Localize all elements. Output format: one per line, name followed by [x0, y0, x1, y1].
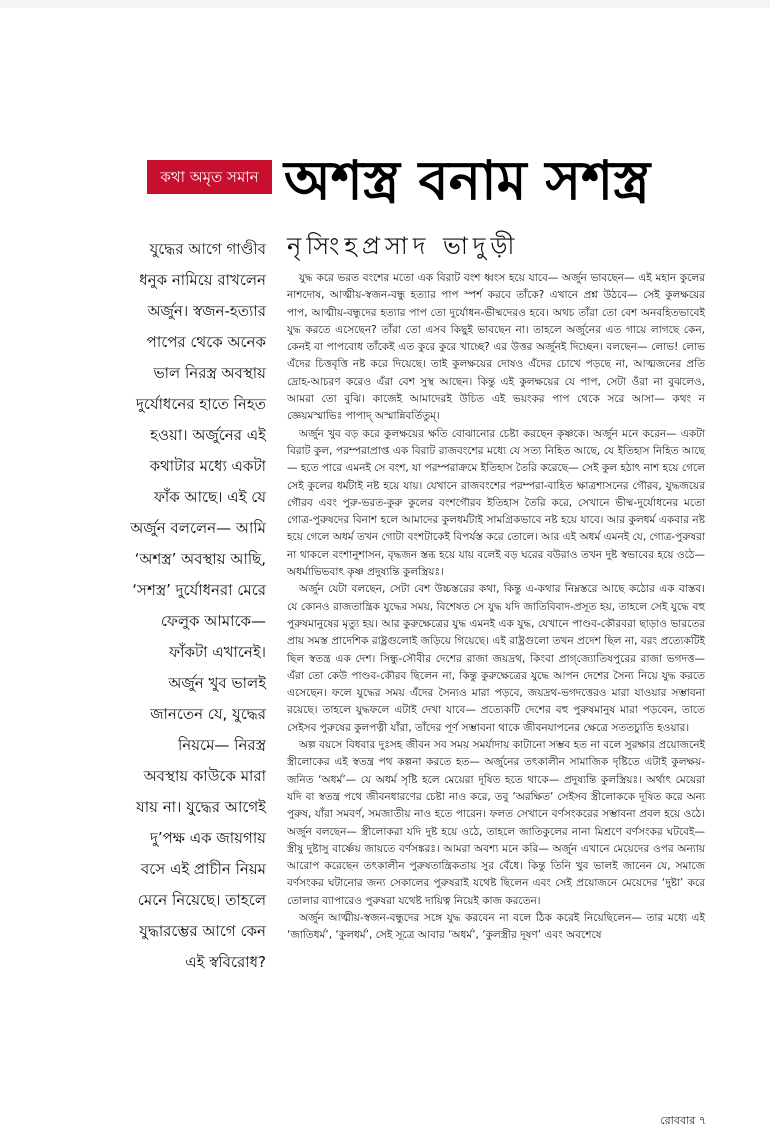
page-footer: রোববার ৭ — [660, 1114, 706, 1127]
body-paragraph: অর্জুন আত্মীয়-স্বজন-বন্ধুদের সঙ্গে যুদ্ধ করবেন না বলে ঠিক করেই নিয়েছিলেন— তার মধ্যে এই ‘জাতিধর্ম’, ‘কুলধর্ম’, সেই সূত্রে আবার ‘অধর্ম’, ‘কুলস্ত্রীর দূষণ’ এবং অবশেষে — [287, 911, 705, 942]
article-body — [287, 270, 705, 1100]
body-paragraph: অর্জুন যেটা বলছেন, সেটা বেশ উচ্চস্তরের কথা, কিন্তু এ-কথার নিম্নস্তরে আছে কঠোর এক বাস্তব। যে কোনও রাজতান্ত্রিক যুদ্ধের সময়, বিশেষত সে যুদ্ধ যদি জাতিবিবাদ-প্রসূত হয়, তাহলে সেই যুদ্ধে বহু পুরুষমানুষের মৃত্যু হয়। আর কুরুক্ষেত্রের যুদ্ধ এমনই এক যুদ্ধ, যেখানে পাণ্ডব-কৌরবরা ছাড়াও ভারতের প্রায় সমস্ত প্রাদেশিক রাষ্ট্রগুলোই জড়িয়ে গিয়েছে। এই রাষ্ট্রগুলো তখন প্রদেশ ছিল না, বরং প্রত্যেকটিই ছিল স্বতন্ত্র এক দেশ। সিন্ধু-সৌবীর দেশের রাজা জয়দ্রথ, কিংবা প্রাগ্‌জ্যোতিষপুরের রাজা ভগদত্ত— এঁরা তো কেউ পাণ্ডব-কৌরব ছিলেন না, কিন্তু কুরুক্ষেত্রের যুদ্ধে আপন দেশের সৈন্য নিয়ে যুদ্ধ করতে এসেছেন। ফলে যুদ্ধের সময় এঁদের সৈন্যও মারা পড়বে, জয়দ্রথ-ভগদত্তেরও মারা যাওয়ার সম্ভাবনা রয়েছে। তাহলে যুদ্ধফলে এটাই দেখা যাবে— প্রত্যেকটি দেশের বহু পুরুষমানুষ মারা পড়বেন, তাতে সেইসব পুরুষের কুলপত্নী যাঁরা, তাঁদের পূর্ণ সম্ভাবনা থাকে জীবনযাপনের ক্ষেত্রে সততচ্যুতি হওয়ার। — [287, 583, 705, 734]
headline: অশস্ত্র বনাম সশস্ত্র — [284, 149, 651, 212]
page-top-strip — [0, 0, 770, 8]
pull-quote: যুদ্ধের আগে গাণ্ডীব ধনুক নামিয়ে রাখলেন অর্জুন। স্বজন-হত্যার পাপের থেকে অনেক ভাল নিরস্ত্র অবস্থায় দুর্যোধনের হাতে নিহত হওয়া। অর্জুনের এই কথাটার মধ্যে একটা ফাঁক আছে। এই যে অর্জুন বললেন— আমি ‘অশস্ত্র’ অবস্থায় আছি, ‘সশস্ত্র’ দুর্যোধনরা মেরে ফেলুক আমাকে— ফাঁকটা এখানেই। অর্জুন খুব ভালই জানতেন যে, যুদ্ধের নিয়মে— নিরস্ত্র অবস্থায় কাউকে মারা যায় না। যুদ্ধের আগেই দু’পক্ষ এক জায়গায় বসে এই প্রাচীন নিয়ম মেনে নিয়েছে। তাহলে যুদ্ধারম্ভের আগে কেন এই স্ববিরোধ? — [130, 240, 266, 971]
body-paragraph: অর্জুন খুব বড় করে কুলক্ষয়ের ক্ষতি বোঝানোর চেষ্টা করছেন কৃষ্ণকে। অর্জুন মনে করেন— একটা বিরাট কুল, পরম্পরাপ্রাপ্ত এক বিরাট রাজবংশের মধ্যে যে সত্য নিহিত আছে, যে ইতিহাস নিহিত আছে— হতে পারে এমনই সে বংশ, যা পরম্পরাক্রমে ইতিহাস তৈরি করেছে— সেই কুল হঠাৎ নাশ হয়ে গেলে সেই কুলের ধর্মটাই নষ্ট হয়ে যায়। যেখানে রাজবংশের পরম্পরা-বাহিত ক্ষাত্রশাসনের গৌরব, যুদ্ধজয়ের গৌরব এবং পুরু-ভরত-কুরু কুলের বংশগৌরব ইতিহাস তৈরি করে, সেখানে ভীষ্ম-দুর্যোধনের মতো গোত্র-পুরুষদের বিনাশ হলে আমাদের কুলধর্মটাই সামগ্রিকভাবে নষ্ট হয়ে যাবে। আর কুলধর্ম একবার নষ্ট হয়ে গেলে অধর্ম তখন গোটা বংশটাকেই বিপর্যস্ত করে তোলে। আর এই অধর্ম এমনই যে, গোত্র-পুরুষরা না থাকলে বংশানুশাসন, বৃদ্ধজন স্তব্ধ হয়ে যায় বলেই বড় ঘরের বউরাও তখন দুষ্ট স্বভাবের হয়ে ওঠে— অধর্মাভিভবাৎ কৃষ্ণ প্রদুষ্যন্তি কুলস্ত্রিয়ঃ। — [287, 427, 705, 579]
body-paragraph: যুদ্ধ করে ভরত বংশের মতো এক বিরাট বংশ ধ্বংস হয়ে যাবে— অর্জুন ভাবছেন— এই মহান কুলের নাশদোষ, আত্মীয়-স্বজন-বন্ধু হত্যার পাপ স্পর্শ করবে তাঁকে? এখানে প্রশ্ন উঠবে— সেই কুলক্ষয়ের পাপ, আত্মীয়-বন্ধুদের হত্যার পাপ তো দুর্যোধন-ভীষ্মদেরও হবে। অথচ তাঁরা তো বেশ অনবহিতভাবেই যুদ্ধ করতে এসেছেন? তাঁরা তো এসব কিছুই ভাবছেন না। তাহলে অর্জুনের এত গায়ে লাগছে কেন, কেনই বা পাপবোধ তাঁকেই এত কুরে কুরে খাচ্ছে? এর উত্তর অর্জুনই দিচ্ছেন। বলছেন— লোভ! লোভ এঁদের চিত্তবৃত্তি নষ্ট করে দিয়েছে। তাই কুলক্ষয়ের দোষও এঁদের চোখে পড়ছে না, আত্মজনের প্রতি দ্রোহ-আচরণ করেও এঁরা বেশ সুস্থ আছেন। কিন্তু এই কুলক্ষয়ের যে পাপ, সেটা ওঁরা না বুঝলেও, আমরা তো বুঝি। কাজেই আমাদেরই উচিত এই ভয়ংকর পাপ থেকে সরে আসা— কথং ন জ্ঞেয়মস্মাভিঃ পাপাদ্ অস্মান্নিবর্তিতুম্। — [287, 272, 705, 423]
section-tag: কথা অমৃত সমান — [147, 160, 272, 194]
author-byline: নৃসিংহপ্রসাদ ভাদুড়ী — [287, 232, 520, 260]
body-paragraph: অল্প বয়সে বিধবার দুঃসহ জীবন সব সময় সমর্যাদায় কাটানো সম্ভব হত না বলে সুরক্ষার প্রয়োজনেই স্ত্রীলোকের এই স্বতন্ত্র পথ কল্পনা করতে হত— অর্জুনের তৎকালীন সামাজিক দৃষ্টিতে এটাই কুলক্ষয়-জনিত ‘অধর্ম’— যে অধর্ম সৃষ্টি হলে মেয়েরা দূষিত হতে থাকে— প্রদুষ্যন্তি কুলস্ত্রিয়ঃ। অর্থাৎ মেয়েরা যদি বা স্বতন্ত্র পথে জীবনধারণের চেষ্টা নাও করে, তবু ‘অরক্ষিত’ সেইসব স্ত্রীলোককে দূষিত করে অন্য পুরুষ, যাঁরা সমবর্ণ, সমজাতীয় নাও হতে পারেন। ফলত সেখানে বর্ণসংকরের সম্ভাবনা প্রবল হয়ে ওঠে। অর্জুন বলছেন— স্ত্রীলোকরা যদি দুষ্ট হয়ে ওঠে, তাহলে জাতিকুলের নানা মিশ্রণে বর্ণসংকর ঘটবেই— স্ত্রীষু দুষ্টাসু বার্ষ্ণেয় জায়তে বর্ণসঙ্করঃ। আমরা অবশ্য মনে করি— অর্জুন এখানে মেয়েদের ওপর অন্যায় আরোপ করেছেন তৎকালীন পুরুষতান্ত্রিকতায় সুর বেঁধে। কিন্তু তিনি খুব ভালই জানেন যে, সমাজে বর্ণসংকর ঘটানোর জন্য সেকালের পুরুষরাই যথেষ্ট ছিলেন এবং সেই প্রয়োজনে মেয়েদের ‘দুষ্টা’ করে তোলার ব্যাপারেও পুরুষরা যথেষ্ট দায়িত্ব নিয়েই কাজ করতেন। — [287, 739, 705, 907]
